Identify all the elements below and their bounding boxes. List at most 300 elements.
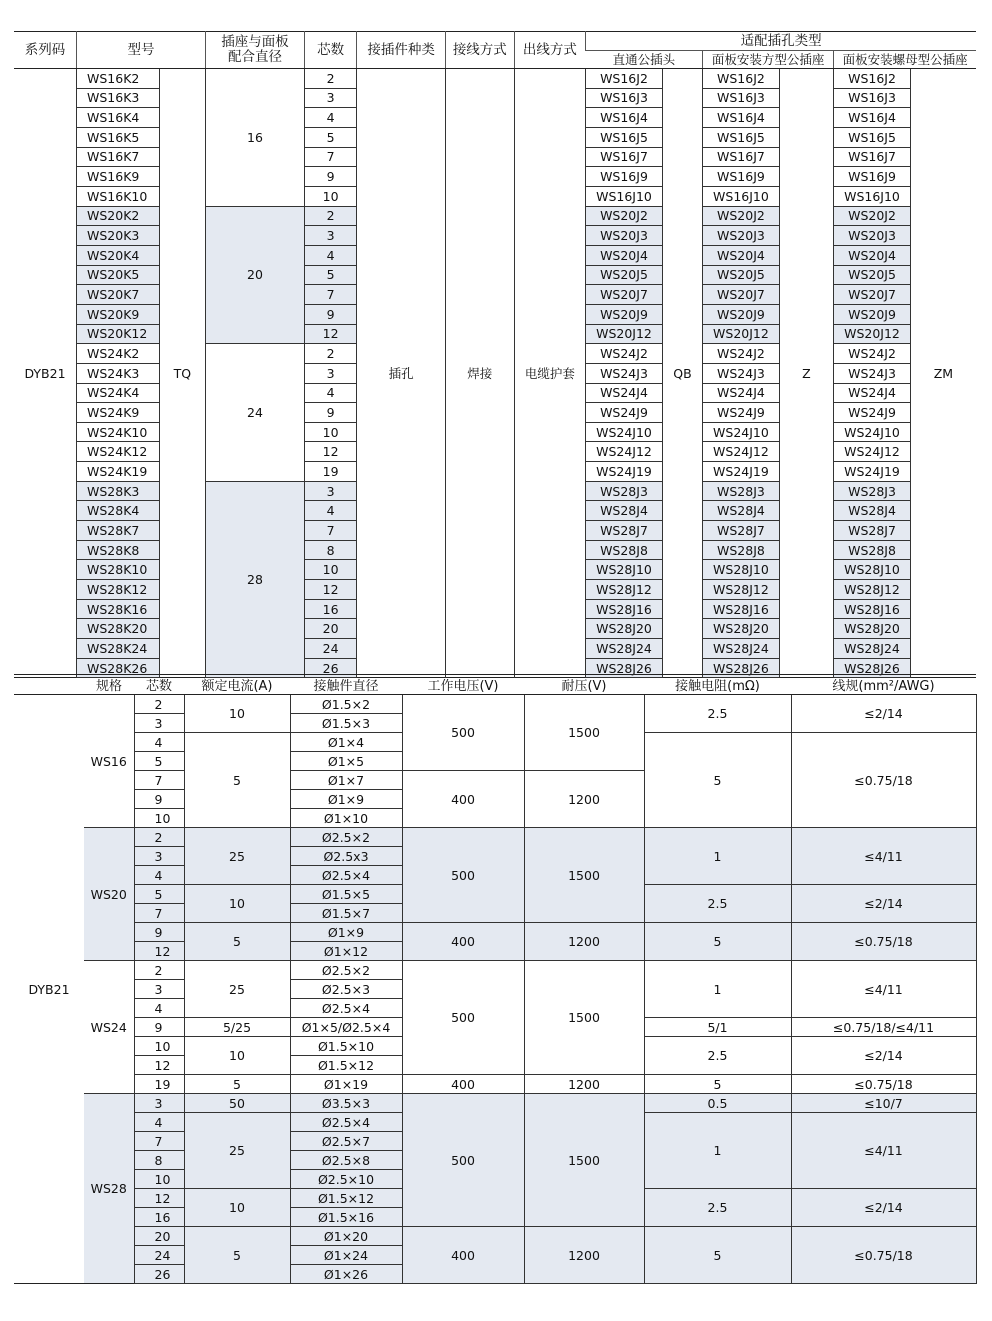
spec-cell: WS16 xyxy=(90,753,127,769)
wiring-cell: 焊接 xyxy=(446,69,515,678)
pin-diameter-cell: Ø1.5×12 xyxy=(290,1056,402,1075)
model-cell: WS24K12 xyxy=(77,442,160,462)
resistance-cell: 5 xyxy=(644,1227,791,1284)
adapter-straight-cell: WS24J19 xyxy=(586,462,663,482)
adapter-square-cell: WS16J4 xyxy=(703,108,780,128)
adapter-square-cell: WS20J12 xyxy=(703,324,780,344)
cores-cell: 4 xyxy=(304,245,356,265)
cores-cell: 7 xyxy=(134,904,184,923)
adapter-square-cell: WS24J19 xyxy=(703,462,780,482)
header-cores: 芯数 xyxy=(304,32,356,69)
connector-type-cell: 插孔 xyxy=(357,69,446,678)
model-cell: WS28K20 xyxy=(77,619,160,639)
cores-cell: 5 xyxy=(134,885,184,904)
wire-gauge-cell: ≤2/14 xyxy=(791,1189,976,1227)
adapter-nut-cell: WS16J2 xyxy=(834,69,911,89)
connector-model-table xyxy=(14,31,976,678)
model-cell: WS20K7 xyxy=(77,285,160,305)
spec-cell: WS24 xyxy=(84,961,134,1094)
adapter-straight-cell: WS28J7 xyxy=(586,521,663,541)
cores-cell: 7 xyxy=(304,147,356,167)
model-cell: WS24K4 xyxy=(77,383,160,403)
header-withstand: 耐压(V) xyxy=(524,675,644,695)
adapter-square-cell: WS28J3 xyxy=(703,481,780,501)
wire-gauge-cell: ≤2/14 xyxy=(791,1037,976,1075)
adapter-nut-cell: WS20J4 xyxy=(834,245,911,265)
adapter-square-cell: WS24J10 xyxy=(703,422,780,442)
voltage-cell: 500 xyxy=(402,828,524,923)
table-row xyxy=(14,1094,976,1113)
current-cell: 50 xyxy=(184,1094,290,1113)
current-cell: 5 xyxy=(184,733,290,828)
diameter-cell: 16 xyxy=(206,69,305,207)
withstand-cell: 1500 xyxy=(524,695,644,771)
adapter-straight-cell: WS28J12 xyxy=(586,580,663,600)
header-pin-diameter: 接触件直径 xyxy=(290,675,402,695)
adapter-square-cell: WS28J8 xyxy=(703,540,780,560)
adapter-straight-cell: WS16J10 xyxy=(586,186,663,206)
model-cell: WS24K19 xyxy=(77,462,160,482)
cores-cell: 4 xyxy=(304,383,356,403)
cores-cell: 7 xyxy=(134,1132,184,1151)
table-row xyxy=(14,923,976,942)
adapter-straight-cell: WS16J9 xyxy=(586,167,663,187)
cores-cell: 9 xyxy=(134,1018,184,1037)
current-cell: 10 xyxy=(184,885,290,923)
cores-cell: 2 xyxy=(134,695,184,714)
diameter-cell: 24 xyxy=(206,344,305,482)
model-cell: WS16K10 xyxy=(77,186,160,206)
adapter-straight-cell: WS28J26 xyxy=(586,658,663,678)
pin-diameter-cell: Ø1.5×12 xyxy=(290,1189,402,1208)
resistance-cell: 1 xyxy=(644,1113,791,1189)
cores-cell: 20 xyxy=(134,1227,184,1246)
cores-cell: 7 xyxy=(304,521,356,541)
adapter-nut-cell: WS28J10 xyxy=(834,560,911,580)
resistance-cell: 2.5 xyxy=(644,1037,791,1075)
adapter-square-cell: WS28J7 xyxy=(703,521,780,541)
adapter-square-cell: WS20J7 xyxy=(703,285,780,305)
cores-cell: 16 xyxy=(134,1208,184,1227)
resistance-cell: 5 xyxy=(644,733,791,828)
adapter-square-cell: WS28J24 xyxy=(703,639,780,659)
adapter-nut-cell: WS16J9 xyxy=(834,167,911,187)
adapter-straight-cell: WS20J12 xyxy=(586,324,663,344)
pin-diameter-cell: Ø2.5×4 xyxy=(290,1113,402,1132)
cores-cell: 8 xyxy=(304,540,356,560)
adapter-straight-cell: WS24J4 xyxy=(586,383,663,403)
model-cell: WS24K10 xyxy=(77,422,160,442)
header-wire-gauge: 线规(mm²/AWG) xyxy=(791,675,976,695)
header-resistance: 接触电阻(mΩ) xyxy=(644,675,791,695)
wire-gauge-cell: ≤10/7 xyxy=(791,1094,976,1113)
adapter-nut-cell: WS16J5 xyxy=(834,127,911,147)
adapter-straight-cell: WS28J4 xyxy=(586,501,663,521)
adapter-nut-cell: WS24J9 xyxy=(834,403,911,423)
pin-diameter-cell: Ø3.5×3 xyxy=(290,1094,402,1113)
current-cell: 5/25 xyxy=(184,1018,290,1037)
withstand-cell: 1200 xyxy=(524,1227,644,1284)
cores-cell: 2 xyxy=(304,206,356,226)
series-code-cell: DYB21 xyxy=(28,981,70,997)
model-cell: WS16K5 xyxy=(77,127,160,147)
model-cell: WS16K4 xyxy=(77,108,160,128)
cores-cell: 16 xyxy=(304,599,356,619)
voltage-cell: 400 xyxy=(402,923,524,961)
cores-cell: 3 xyxy=(134,714,184,733)
pin-diameter-cell: Ø1×5/Ø2.5×4 xyxy=(290,1018,402,1037)
cores-cell: 12 xyxy=(134,1056,184,1075)
cores-cell: 3 xyxy=(304,363,356,383)
adapter-straight-cell: WS20J7 xyxy=(586,285,663,305)
adapter-straight-cell: WS16J5 xyxy=(586,127,663,147)
adapter-nut-cell: WS20J5 xyxy=(834,265,911,285)
cores-cell: 10 xyxy=(304,186,356,206)
adapter-straight-cell: WS20J4 xyxy=(586,245,663,265)
current-cell: 5 xyxy=(184,1227,290,1284)
pin-diameter-cell: Ø2.5×10 xyxy=(290,1170,402,1189)
pin-diameter-cell: Ø1×4 xyxy=(290,733,402,752)
adapter-nut-cell: WS16J4 xyxy=(834,108,911,128)
wire-gauge-cell: ≤0.75/18 xyxy=(791,1075,976,1094)
outlet-cell: 电缆护套 xyxy=(514,69,586,678)
cores-cell: 3 xyxy=(304,88,356,108)
adapter-square-cell: WS24J9 xyxy=(703,403,780,423)
current-cell: 10 xyxy=(184,1037,290,1075)
adapter-straight-cell: WS24J10 xyxy=(586,422,663,442)
pin-diameter-cell: Ø1.5×5 xyxy=(290,885,402,904)
model-cell: WS16K7 xyxy=(77,147,160,167)
pin-diameter-cell: Ø1.5×7 xyxy=(290,904,402,923)
pin-diameter-cell: Ø1.5×3 xyxy=(290,714,402,733)
adapter-nut-cell: WS16J10 xyxy=(834,186,911,206)
cores-cell: 5 xyxy=(304,265,356,285)
adapter-nut-cell: WS24J12 xyxy=(834,442,911,462)
cores-cell: 7 xyxy=(304,285,356,305)
adapter-straight-cell: WS28J24 xyxy=(586,639,663,659)
cores-cell: 24 xyxy=(304,639,356,659)
cores-cell: 10 xyxy=(304,422,356,442)
adapter-square-cell: WS20J4 xyxy=(703,245,780,265)
voltage-cell: 400 xyxy=(402,771,524,828)
resistance-cell: 5/1 xyxy=(644,1018,791,1037)
header-adapter-group: 适配插孔类型 xyxy=(586,32,976,51)
pin-diameter-cell: Ø1.5×10 xyxy=(290,1037,402,1056)
cores-cell: 26 xyxy=(134,1265,184,1284)
wire-gauge-cell: ≤2/14 xyxy=(791,695,976,733)
header-wiring: 接线方式 xyxy=(446,32,515,69)
cores-cell: 4 xyxy=(304,108,356,128)
spec-table xyxy=(14,674,977,1284)
pin-diameter-cell: Ø1×20 xyxy=(290,1227,402,1246)
diameter-cell: 20 xyxy=(206,206,305,344)
cores-cell: 4 xyxy=(304,501,356,521)
adapter-straight-cell: WS28J16 xyxy=(586,599,663,619)
cores-cell: 9 xyxy=(134,923,184,942)
header-model: 型号 xyxy=(77,32,206,69)
model-cell: WS28K26 xyxy=(77,658,160,678)
wire-gauge-cell: ≤4/11 xyxy=(791,961,976,1018)
voltage-cell: 500 xyxy=(402,695,524,771)
adapter-straight-cell: WS20J2 xyxy=(586,206,663,226)
cores-cell: 9 xyxy=(304,167,356,187)
withstand-cell: 1500 xyxy=(524,828,644,923)
resistance-cell: 2.5 xyxy=(644,885,791,923)
adapter-square-cell: WS28J10 xyxy=(703,560,780,580)
current-cell: 10 xyxy=(184,695,290,733)
pin-diameter-cell: Ø2.5×2 xyxy=(290,828,402,847)
adapter-nut-cell: WS28J3 xyxy=(834,481,911,501)
pin-diameter-cell: Ø2.5x3 xyxy=(290,847,402,866)
withstand-cell: 1200 xyxy=(524,923,644,961)
withstand-cell: 1200 xyxy=(524,1075,644,1094)
adapter-square-cell: WS28J12 xyxy=(703,580,780,600)
adapter-square-cell: WS24J12 xyxy=(703,442,780,462)
adapter-nut-cell: WS28J7 xyxy=(834,521,911,541)
cores-cell: 9 xyxy=(304,403,356,423)
adapter-nut-cell: WS20J2 xyxy=(834,206,911,226)
cores-cell: 12 xyxy=(304,324,356,344)
pin-diameter-cell: Ø2.5×8 xyxy=(290,1151,402,1170)
adapter-square-cell: WS24J4 xyxy=(703,383,780,403)
cores-cell: 9 xyxy=(134,790,184,809)
pin-diameter-cell: Ø2.5×7 xyxy=(290,1132,402,1151)
cores-cell: 4 xyxy=(134,733,184,752)
adapter-nut-cell: WS24J3 xyxy=(834,363,911,383)
adapter-straight-cell: WS20J5 xyxy=(586,265,663,285)
adapter-nut-cell: WS16J3 xyxy=(834,88,911,108)
pin-diameter-cell: Ø1.5×16 xyxy=(290,1208,402,1227)
pin-diameter-cell: Ø1×9 xyxy=(290,790,402,809)
header-outlet: 出线方式 xyxy=(514,32,586,69)
adapter-straight-cell: WS24J2 xyxy=(586,344,663,364)
adapter-straight-cell: WS20J9 xyxy=(586,304,663,324)
pin-diameter-cell: Ø2.5×2 xyxy=(290,961,402,980)
voltage-cell: 400 xyxy=(402,1075,524,1094)
cores-cell: 3 xyxy=(304,226,356,246)
adapter-square-cell: WS16J9 xyxy=(703,167,780,187)
table-row xyxy=(14,695,976,714)
resistance-cell: 2.5 xyxy=(644,1189,791,1227)
model-cell: WS16K9 xyxy=(77,167,160,187)
withstand-cell: 1500 xyxy=(524,961,644,1075)
diameter-cell: 28 xyxy=(206,481,305,678)
adapter-square-cell: WS28J16 xyxy=(703,599,780,619)
header-blank xyxy=(14,675,84,695)
resistance-cell: 0.5 xyxy=(644,1094,791,1113)
wire-gauge-cell: ≤0.75/18 xyxy=(791,1227,976,1284)
adapter-nut-cell: WS20J9 xyxy=(834,304,911,324)
wire-gauge-cell: ≤0.75/18/≤4/11 xyxy=(791,1018,976,1037)
cores-cell: 10 xyxy=(134,809,184,828)
wire-gauge-cell: ≤0.75/18 xyxy=(791,733,976,828)
connector-model-table-body xyxy=(14,69,976,678)
resistance-cell: 5 xyxy=(644,1075,791,1094)
cores-cell: 10 xyxy=(134,1037,184,1056)
cores-cell: 3 xyxy=(134,980,184,999)
adapter-square-code: Z xyxy=(802,365,811,381)
adapter-square-cell: WS24J3 xyxy=(703,363,780,383)
pin-diameter-cell: Ø1×12 xyxy=(290,942,402,961)
cores-cell: 10 xyxy=(134,1170,184,1189)
series-code-cell: DYB21 xyxy=(24,365,66,381)
cores-cell: 26 xyxy=(304,658,356,678)
table-row xyxy=(14,1227,976,1246)
voltage-cell: 400 xyxy=(402,1227,524,1284)
adapter-nut-cell: WS20J3 xyxy=(834,226,911,246)
header-series-code: 系列码 xyxy=(14,32,77,69)
cores-cell: 7 xyxy=(134,771,184,790)
adapter-square-cell: WS28J20 xyxy=(703,619,780,639)
wire-gauge-cell: ≤2/14 xyxy=(791,885,976,923)
header-adapter-straight: 直通公插头 xyxy=(586,51,703,69)
cores-cell: 10 xyxy=(304,560,356,580)
table-row xyxy=(14,961,976,980)
adapter-straight-cell: WS16J4 xyxy=(586,108,663,128)
adapter-square-cell: WS16J3 xyxy=(703,88,780,108)
pin-diameter-cell: Ø1×26 xyxy=(290,1265,402,1284)
pin-diameter-cell: Ø1×7 xyxy=(290,771,402,790)
cores-cell: 12 xyxy=(134,942,184,961)
cores-cell: 4 xyxy=(134,1113,184,1132)
model-code-cell: TQ xyxy=(173,365,192,381)
model-cell: WS28K4 xyxy=(77,501,160,521)
cores-cell: 3 xyxy=(134,1094,184,1113)
adapter-nut-cell: WS20J7 xyxy=(834,285,911,305)
model-cell: WS28K3 xyxy=(77,481,160,501)
adapter-nut-cell: WS28J20 xyxy=(834,619,911,639)
adapter-nut-cell: WS28J16 xyxy=(834,599,911,619)
adapter-nut-cell: WS24J4 xyxy=(834,383,911,403)
current-cell: 5 xyxy=(184,1075,290,1094)
adapter-straight-cell: WS28J3 xyxy=(586,481,663,501)
model-cell: WS28K8 xyxy=(77,540,160,560)
adapter-square-cell: WS28J4 xyxy=(703,501,780,521)
cores-cell: 4 xyxy=(134,999,184,1018)
model-cell: WS20K4 xyxy=(77,245,160,265)
cores-cell: 5 xyxy=(134,752,184,771)
adapter-straight-cell: WS16J3 xyxy=(586,88,663,108)
adapter-nut-cell: WS28J26 xyxy=(834,658,911,678)
pin-diameter-cell: Ø2.5×4 xyxy=(290,866,402,885)
header-spec: 规格 xyxy=(84,675,134,695)
pin-diameter-cell: Ø1.5×2 xyxy=(290,695,402,714)
pin-diameter-cell: Ø1×24 xyxy=(290,1246,402,1265)
withstand-cell: 1500 xyxy=(524,1094,644,1227)
cores-cell: 5 xyxy=(304,127,356,147)
model-cell: WS28K24 xyxy=(77,639,160,659)
adapter-straight-cell: WS24J12 xyxy=(586,442,663,462)
adapter-straight-cell: WS20J3 xyxy=(586,226,663,246)
adapter-straight-cell: WS28J10 xyxy=(586,560,663,580)
cores-cell: 3 xyxy=(134,847,184,866)
model-cell: WS20K3 xyxy=(77,226,160,246)
pin-diameter-cell: Ø1×5 xyxy=(290,752,402,771)
resistance-cell: 1 xyxy=(644,961,791,1018)
adapter-nut-cell: WS16J7 xyxy=(834,147,911,167)
cores-cell: 3 xyxy=(304,481,356,501)
adapter-straight-cell: WS24J9 xyxy=(586,403,663,423)
adapter-nut-cell: WS20J12 xyxy=(834,324,911,344)
withstand-cell: 1200 xyxy=(524,771,644,828)
table-row xyxy=(14,1075,976,1094)
cores-cell: 19 xyxy=(304,462,356,482)
cores-cell: 12 xyxy=(304,442,356,462)
resistance-cell: 1 xyxy=(644,828,791,885)
voltage-cell: 500 xyxy=(402,1094,524,1227)
model-cell: WS28K10 xyxy=(77,560,160,580)
adapter-nut-cell: WS28J24 xyxy=(834,639,911,659)
pin-diameter-cell: Ø1×19 xyxy=(290,1075,402,1094)
adapter-nut-cell: WS28J8 xyxy=(834,540,911,560)
table-row xyxy=(14,828,976,847)
adapter-straight-cell: WS28J8 xyxy=(586,540,663,560)
model-cell: WS28K12 xyxy=(77,580,160,600)
adapter-nut-cell: WS24J10 xyxy=(834,422,911,442)
cores-cell: 2 xyxy=(304,344,356,364)
current-cell: 25 xyxy=(184,1113,290,1189)
current-cell: 25 xyxy=(184,961,290,1018)
model-cell: WS20K9 xyxy=(77,304,160,324)
model-cell: WS24K9 xyxy=(77,403,160,423)
pin-diameter-cell: Ø1×10 xyxy=(290,809,402,828)
adapter-straight-code: QB xyxy=(673,365,692,381)
spec-table-body xyxy=(14,695,976,1284)
model-cell: WS20K5 xyxy=(77,265,160,285)
adapter-square-cell: WS20J9 xyxy=(703,304,780,324)
model-cell: WS24K2 xyxy=(77,344,160,364)
adapter-square-cell: WS16J2 xyxy=(703,69,780,89)
adapter-square-cell: WS16J10 xyxy=(703,186,780,206)
cores-cell: 19 xyxy=(134,1075,184,1094)
adapter-square-cell: WS20J2 xyxy=(703,206,780,226)
header-cores: 芯数 xyxy=(134,675,184,695)
pin-diameter-cell: Ø1×9 xyxy=(290,923,402,942)
header-voltage: 工作电压(V) xyxy=(402,675,524,695)
cores-cell: 2 xyxy=(304,69,356,89)
header-diameter: 插座与面板配合直径 xyxy=(206,32,305,69)
pin-diameter-cell: Ø2.5×4 xyxy=(290,999,402,1018)
model-cell: WS20K12 xyxy=(77,324,160,344)
model-cell: WS28K7 xyxy=(77,521,160,541)
header-adapter-nut: 面板安装螺母型公插座 xyxy=(834,51,976,69)
wire-gauge-cell: ≤4/11 xyxy=(791,1113,976,1189)
header-connector-type: 接插件种类 xyxy=(357,32,446,69)
spec-cell: WS20 xyxy=(84,828,134,961)
resistance-cell: 2.5 xyxy=(644,695,791,733)
model-cell: WS16K2 xyxy=(77,69,160,89)
cores-cell: 9 xyxy=(304,304,356,324)
wire-gauge-cell: ≤0.75/18 xyxy=(791,923,976,961)
model-cell: WS24K3 xyxy=(77,363,160,383)
current-cell: 25 xyxy=(184,828,290,885)
current-cell: 10 xyxy=(184,1189,290,1227)
adapter-straight-cell: WS28J20 xyxy=(586,619,663,639)
model-cell: WS28K16 xyxy=(77,599,160,619)
cores-cell: 8 xyxy=(134,1151,184,1170)
cores-cell: 12 xyxy=(304,580,356,600)
resistance-cell: 5 xyxy=(644,923,791,961)
model-cell: WS20K2 xyxy=(77,206,160,226)
adapter-nut-cell: WS28J12 xyxy=(834,580,911,600)
model-cell: WS16K3 xyxy=(77,88,160,108)
pin-diameter-cell: Ø2.5×3 xyxy=(290,980,402,999)
voltage-cell: 500 xyxy=(402,961,524,1075)
adapter-square-cell: WS16J5 xyxy=(703,127,780,147)
spec-cell: WS28 xyxy=(84,1094,134,1284)
adapter-square-cell: WS20J5 xyxy=(703,265,780,285)
adapter-straight-cell: WS24J3 xyxy=(586,363,663,383)
